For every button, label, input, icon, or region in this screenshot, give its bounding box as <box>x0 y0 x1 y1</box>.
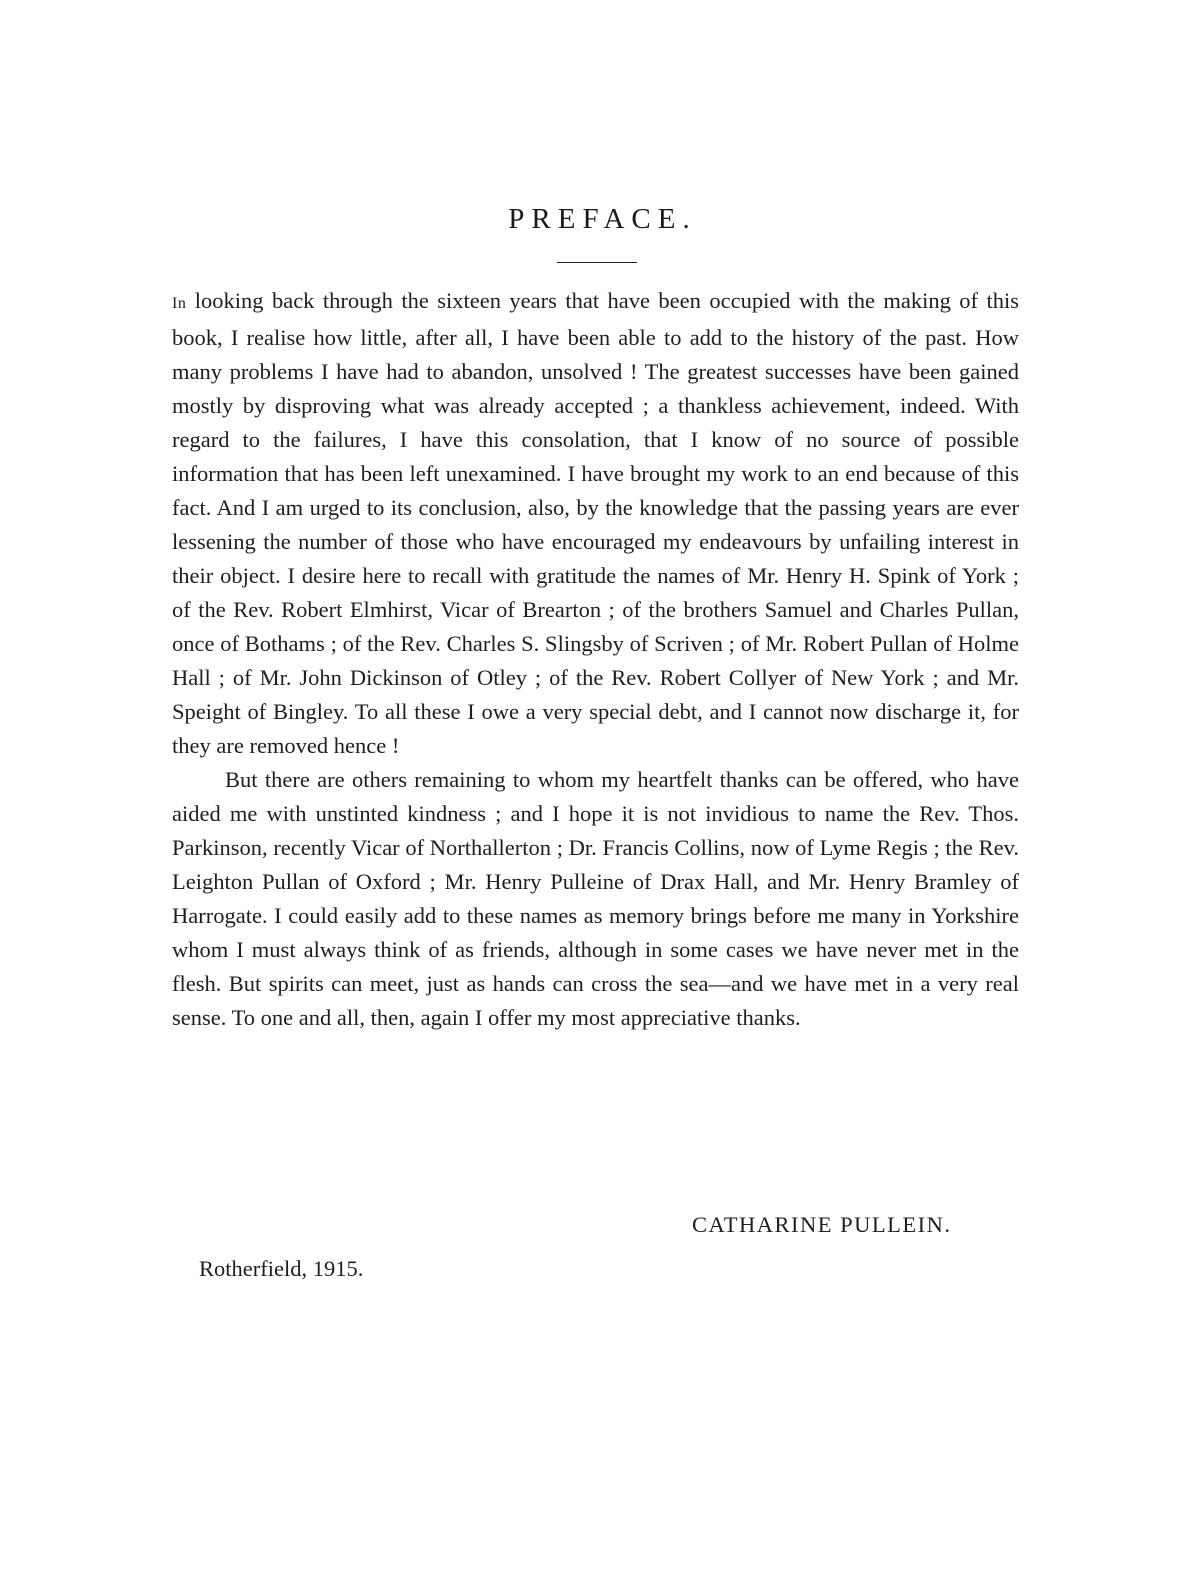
paragraph-2: But there are others remaining to whom my heartfelt thanks can be offered, who have aided me with unstinted kindness ; and I hope it is not invidious to name the Rev. Thos. Parkinson, recently Vicar of Northallerton ; Dr. Francis Collins, now of Lyme Regis ; the Rev. Leighton Pullan of Oxford ; Mr. Henry Pulleine of Drax Hall, and Mr. Henry Bramley of Harrogate. I could easily add to these names as memory brings before me many in Yorkshire whom I must always think of as friends, although in some cases we have never met in the flesh. But spirits can meet, just as hands can cross the sea—and we have met in a very real sense. To one and all, then, again I offer my most appreciative thanks. <box>172 767 1019 1030</box>
preface-body <box>172 284 1019 1035</box>
paragraph-1 <box>172 284 1019 763</box>
place-date: Rotherfield, 1915. <box>199 1256 364 1281</box>
paragraph-1-dropcap: In <box>172 295 187 312</box>
title-rule <box>557 262 637 263</box>
page-title: PREFACE. <box>508 203 697 235</box>
author-signature: CATHARINE PULLEIN. <box>692 1212 952 1237</box>
paragraph-1-text: looking back through the sixteen years that have been occupied with the making of this book, I realise how little, after all, I have been able to add to the history of the past. How many problems I have had to abandon, unsolved ! The greatest successes have been gained mostly by disproving what was already accepted ; a thankless achievement, indeed. With regard to the failures, I have this consolation, that I know of no source of possible information that has been left unexamined. I have brought my work to an end because of this fact. And I am urged to its conclusion, also, by the knowledge that the passing years are ever lessening the number of those who have encouraged my endeavours by unfailing interest in their object. I desire here to recall with gratitude the names of Mr. Henry H. Spink of York ; of the Rev. Robert Elmhirst, Vicar of Brearton ; of the brothers Samuel and Charles Pullan, once of Bothams ; of the Rev. Charles S. Slingsby of Scriven ; of Mr. Robert Pullan of Holme Hall ; of Mr. John Dickinson of Otley ; of the Rev. Robert Collyer of New York ; and Mr. Speight of Bingley. To all these I owe a very special debt, and I cannot now discharge it, for they are removed hence ! <box>172 288 1019 758</box>
